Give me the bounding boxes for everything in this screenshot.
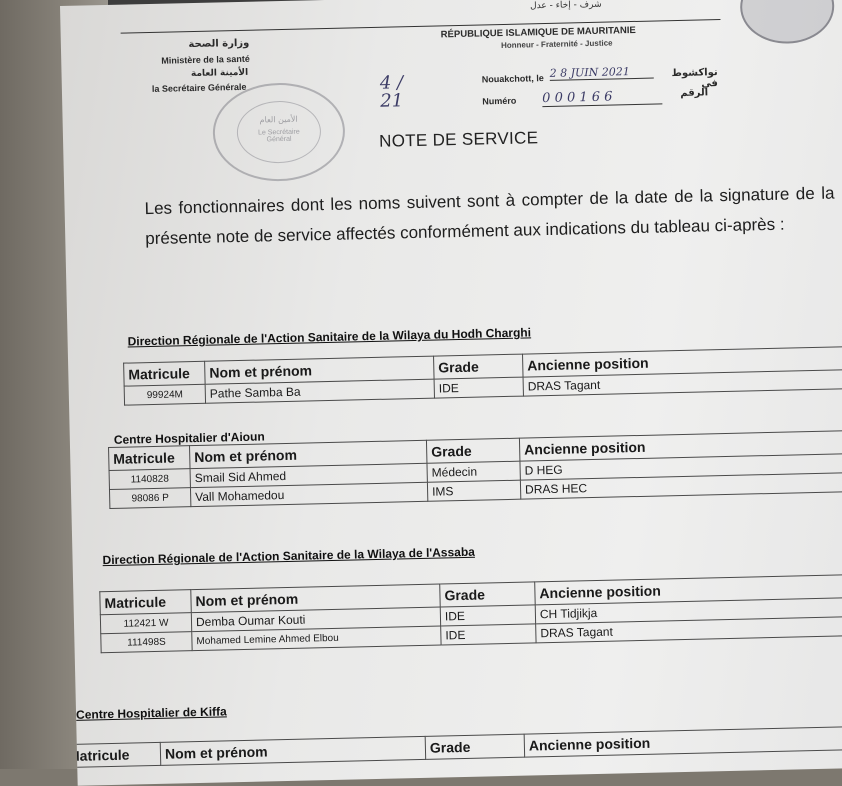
assignment-table — [99, 573, 842, 653]
page-title: NOTE DE SERVICE — [378, 128, 539, 151]
section-title: Direction Régionale de l'Action Sanitaire de la Wilaya du Hodh Charghi — [127, 325, 532, 349]
number-label: Numéro — [482, 95, 517, 107]
cell-matricule: 98086 P — [109, 488, 190, 509]
col-header-position: Ancienne position — [519, 430, 842, 461]
republic-arabic-motto: شرف - إخاء - عدل — [530, 0, 602, 12]
cell-grade: IDE — [434, 377, 523, 398]
cell-name: Pathe Samba Ba — [205, 379, 434, 403]
intro-paragraph: Les fonctionnaires dont les noms suivent sont à compter de la date de la signature de la présente note de service affectés conformément aux indications du tableau ci-après : — [144, 183, 835, 249]
republic-name: RÉPUBLIQUE ISLAMIQUE DE MAURITANIE — [440, 24, 636, 41]
cell-position: DRAS Tagant — [536, 616, 842, 643]
cell-grade: IMS — [427, 480, 520, 501]
col-header-name: Nom et prénom — [205, 356, 434, 384]
cell-name: Vall Mohamedou — [190, 482, 427, 506]
handwritten-mark: 4 / 21 — [379, 72, 404, 112]
stamp-text-french: Le Secrétaire Général — [258, 128, 300, 144]
cell-grade: Médecin — [427, 461, 520, 482]
col-header-position: Ancienne position — [523, 346, 842, 377]
col-header-matricule: Matricule — [100, 590, 191, 615]
assignment-table — [123, 346, 842, 406]
cell-matricule: 99924M — [124, 384, 205, 405]
col-header-name: Nom et prénom — [160, 736, 425, 765]
ministry-french: Ministère de la santé — [161, 53, 250, 66]
col-header-grade: Grade — [440, 582, 535, 607]
section-title: Centre Hospitalier d'Aioun — [113, 429, 265, 447]
place-date-label: Nouakchott, le — [481, 73, 544, 85]
col-header-grade: Grade — [425, 734, 524, 759]
ministry-arabic: وزارة الصحة — [188, 37, 250, 51]
cell-grade: IDE — [441, 624, 536, 645]
cell-name: Smail Sid Ahmed — [190, 463, 427, 487]
col-header-position: Ancienne position — [524, 726, 842, 757]
col-header-position: Ancienne position — [535, 574, 842, 605]
document-page — [60, 0, 842, 786]
cell-matricule: 1140828 — [109, 469, 190, 490]
republic-seal — [739, 0, 835, 45]
col-header-grade: Grade — [434, 354, 523, 379]
cell-matricule: 111498S — [101, 632, 192, 653]
place-date-arabic: نواكشوط في — [671, 67, 719, 90]
cell-position: DRAS Tagant — [523, 369, 842, 396]
cell-position: DRAS HEC — [520, 472, 842, 499]
table-header-row — [63, 726, 842, 768]
official-stamp — [212, 82, 346, 183]
col-header-matricule: Matricule — [109, 446, 191, 471]
assignment-table — [63, 725, 842, 768]
republic-motto: Honneur - Fraternité - Justice — [500, 38, 613, 51]
secretariat-french: la Secrétaire Générale — [151, 81, 247, 94]
col-header-grade: Grade — [426, 438, 519, 463]
cell-matricule: 112421 W — [100, 613, 191, 634]
col-header-name: Nom et prénom — [191, 584, 440, 613]
col-header-name: Nom et prénom — [190, 440, 427, 468]
section-title: Centre Hospitalier de Kiffa — [75, 704, 227, 722]
col-header-matricule: Matricule — [63, 742, 160, 767]
date-value: 2 8 JUIN 2021 — [550, 65, 654, 81]
cell-position: CH Tidjikja — [535, 597, 842, 624]
cell-name: Mohamed Lemine Ahmed Elbou — [192, 626, 441, 651]
number-arabic: الرقم — [680, 87, 709, 99]
cell-position: D HEG — [520, 453, 842, 480]
cell-grade: IDE — [440, 605, 535, 626]
cell-name: Demba Oumar Kouti — [191, 607, 440, 632]
stamp-text-arabic: الأمين العام — [259, 114, 298, 125]
number-value: 0 0 0 1 6 6 — [542, 88, 662, 107]
secretariat-arabic: الأمينة العامة — [190, 67, 249, 80]
section-title: Direction Régionale de l'Action Sanitaire de la Wilaya de l'Assaba — [102, 544, 476, 568]
col-header-matricule: Matricule — [124, 361, 206, 386]
